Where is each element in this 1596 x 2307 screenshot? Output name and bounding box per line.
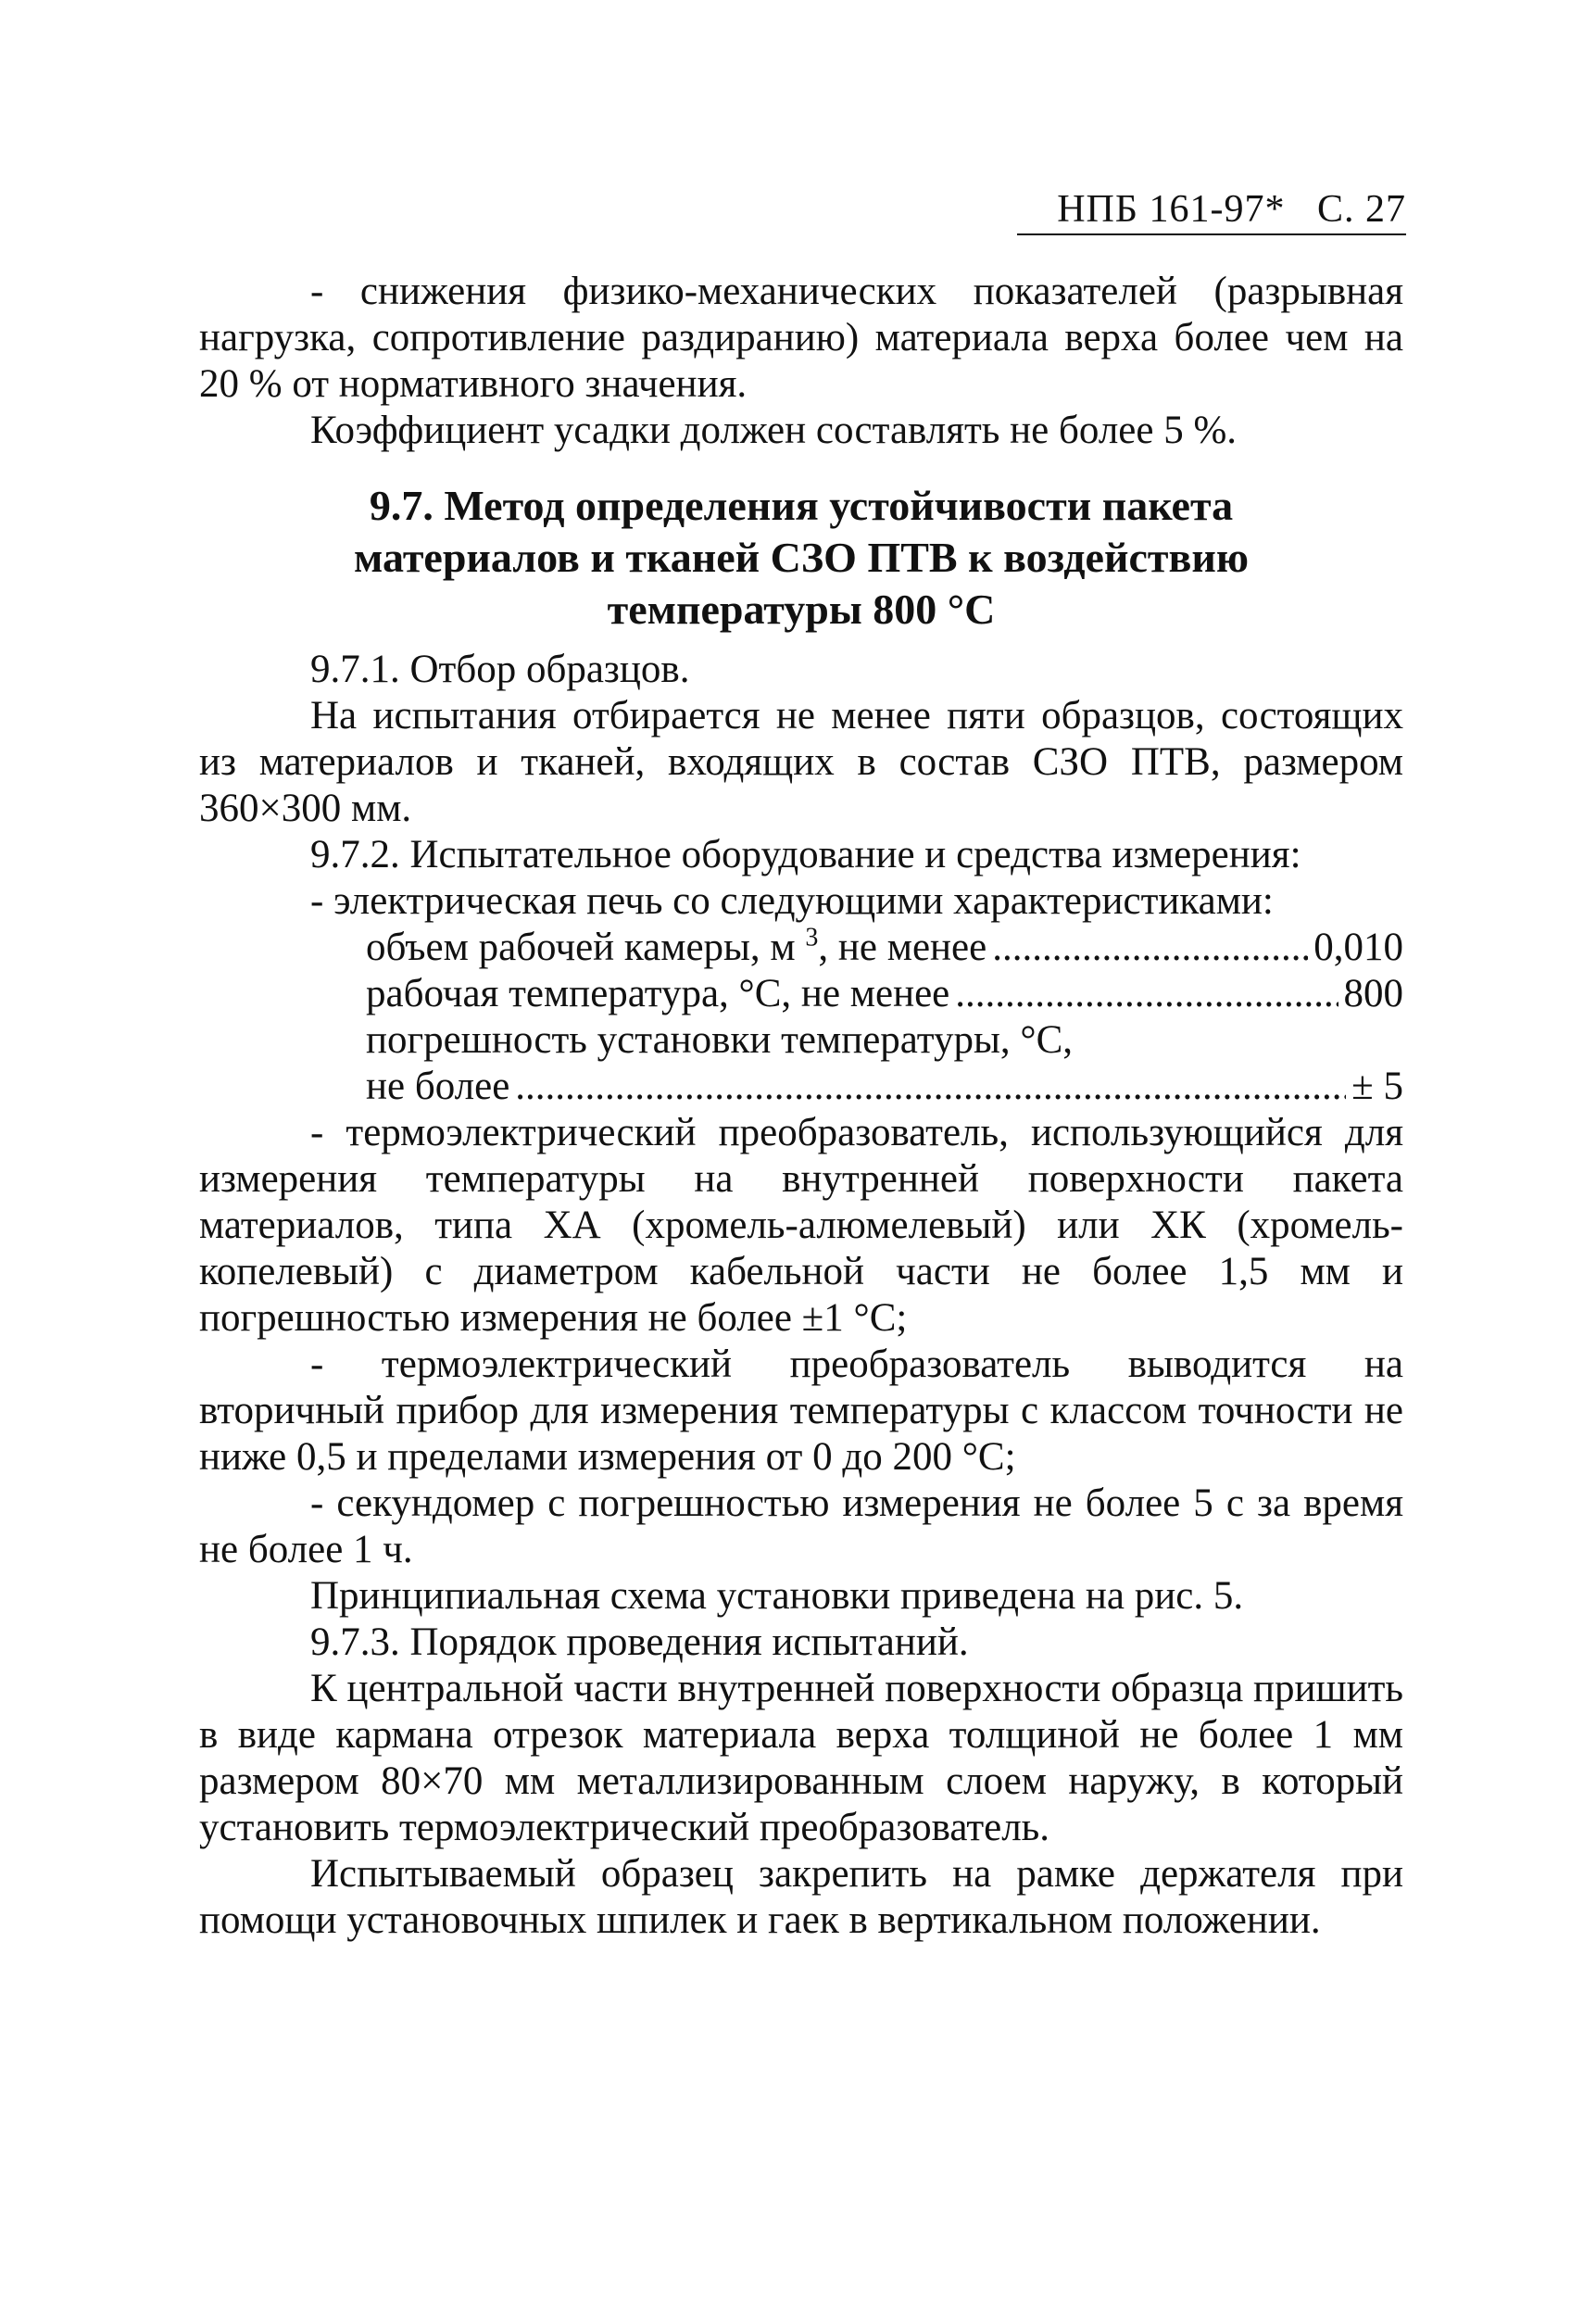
list-item-stopwatch: - секундомер с погрешностью измерения не более 5 с за время не более 1 ч. [199,1481,1403,1571]
spec-label-temperature-error: погрешность установки температуры, °С, [366,1018,1074,1062]
paragraph-shrink-coefficient: Коэффициент усадки должен составлять не более 5 %. [310,409,1238,452]
paragraph-procedure-mounting: Испытываемый образец закрепить на рамке держателя при помощи установочных шпилек и гаек в вертикальном положении. [199,1852,1403,1942]
spec-value-volume: 0,010 [1313,926,1403,969]
spec-label-not-more: не более [366,1065,510,1108]
spec-value-temperature: 800 [1343,972,1403,1015]
spec-row-temperature-error [366,1017,1403,1064]
spec-label-temperature: рабочая температура, °С, не менее [366,972,950,1015]
page-reference: НПБ 161-97* С. 27 [1057,188,1406,231]
subsection-title-equipment: 9.7.2. Испытательное оборудование и средства измерения: [310,833,1301,876]
paragraph-sampling: На испытания отбирается не менее пяти образцов, состоящих из материалов и тканей, входящих в состав СЗО ПТВ, размером 360×300 мм. [199,694,1403,830]
dot-leader [992,925,1308,971]
subsection-title-sampling: 9.7.1. Отбор образцов. [310,648,690,691]
spec-row-temperature-error-limit [366,1064,1403,1110]
paragraph-shrink-criteria: - снижения физико-механических показателей (разрывная нагрузка, сопротивление раздиранию) материала верха более чем на 20 % от нормативного значения. [199,270,1403,406]
spec-value-temperature-error: ± 5 [1351,1065,1403,1108]
spec-label-volume-suffix: , не менее [818,926,987,969]
dot-leader [515,1064,1346,1110]
section-heading: 9.7. Метод определения устойчивости пакета материалов и тканей СЗО ПТВ к воздействию температуры 800 °С [354,482,1249,633]
list-item-secondary-device: - термоэлектрический преобразователь выводится на вторичный прибор для измерения температуры с классом точности не ниже 0,5 и пределами измерения от 0 до 200 °С; [199,1343,1403,1479]
dot-leader [955,971,1338,1017]
page-content [199,269,1403,1944]
subsection-title-procedure: 9.7.3. Порядок проведения испытаний. [310,1620,969,1664]
list-item-thermocouple: - термоэлектрический преобразователь, использующийся для измерения температуры на внутренней поверхности пакета материалов, типа ХА (хромель-алюмелевый) или ХК (хромель-копелевый) с диаметром кабельной части не более 1,5 мм и погрешностью измерения не более ±1 °С; [199,1111,1403,1340]
spec-label-volume-exponent: 3 [805,923,819,952]
spec-row-chamber-volume [366,925,1403,971]
paragraph-procedure-pocket: К центральной части внутренней поверхности образца пришить в виде кармана отрезок материала верха толщиной не более 1 мм размером 80×70 мм металлизированным слоем наружу, в который установить термоэлектрический преобразователь. [199,1667,1403,1849]
spec-row-working-temperature [366,971,1403,1017]
spec-label-volume: объем рабочей камеры, м [366,926,806,969]
paragraph-scheme-reference: Принципиальная схема установки приведена на рис. 5. [310,1574,1244,1618]
furnace-spec-list [366,925,1403,1110]
list-item-furnace: - электрическая печь со следующими характеристиками: [310,879,1274,923]
running-header [1017,185,1406,235]
